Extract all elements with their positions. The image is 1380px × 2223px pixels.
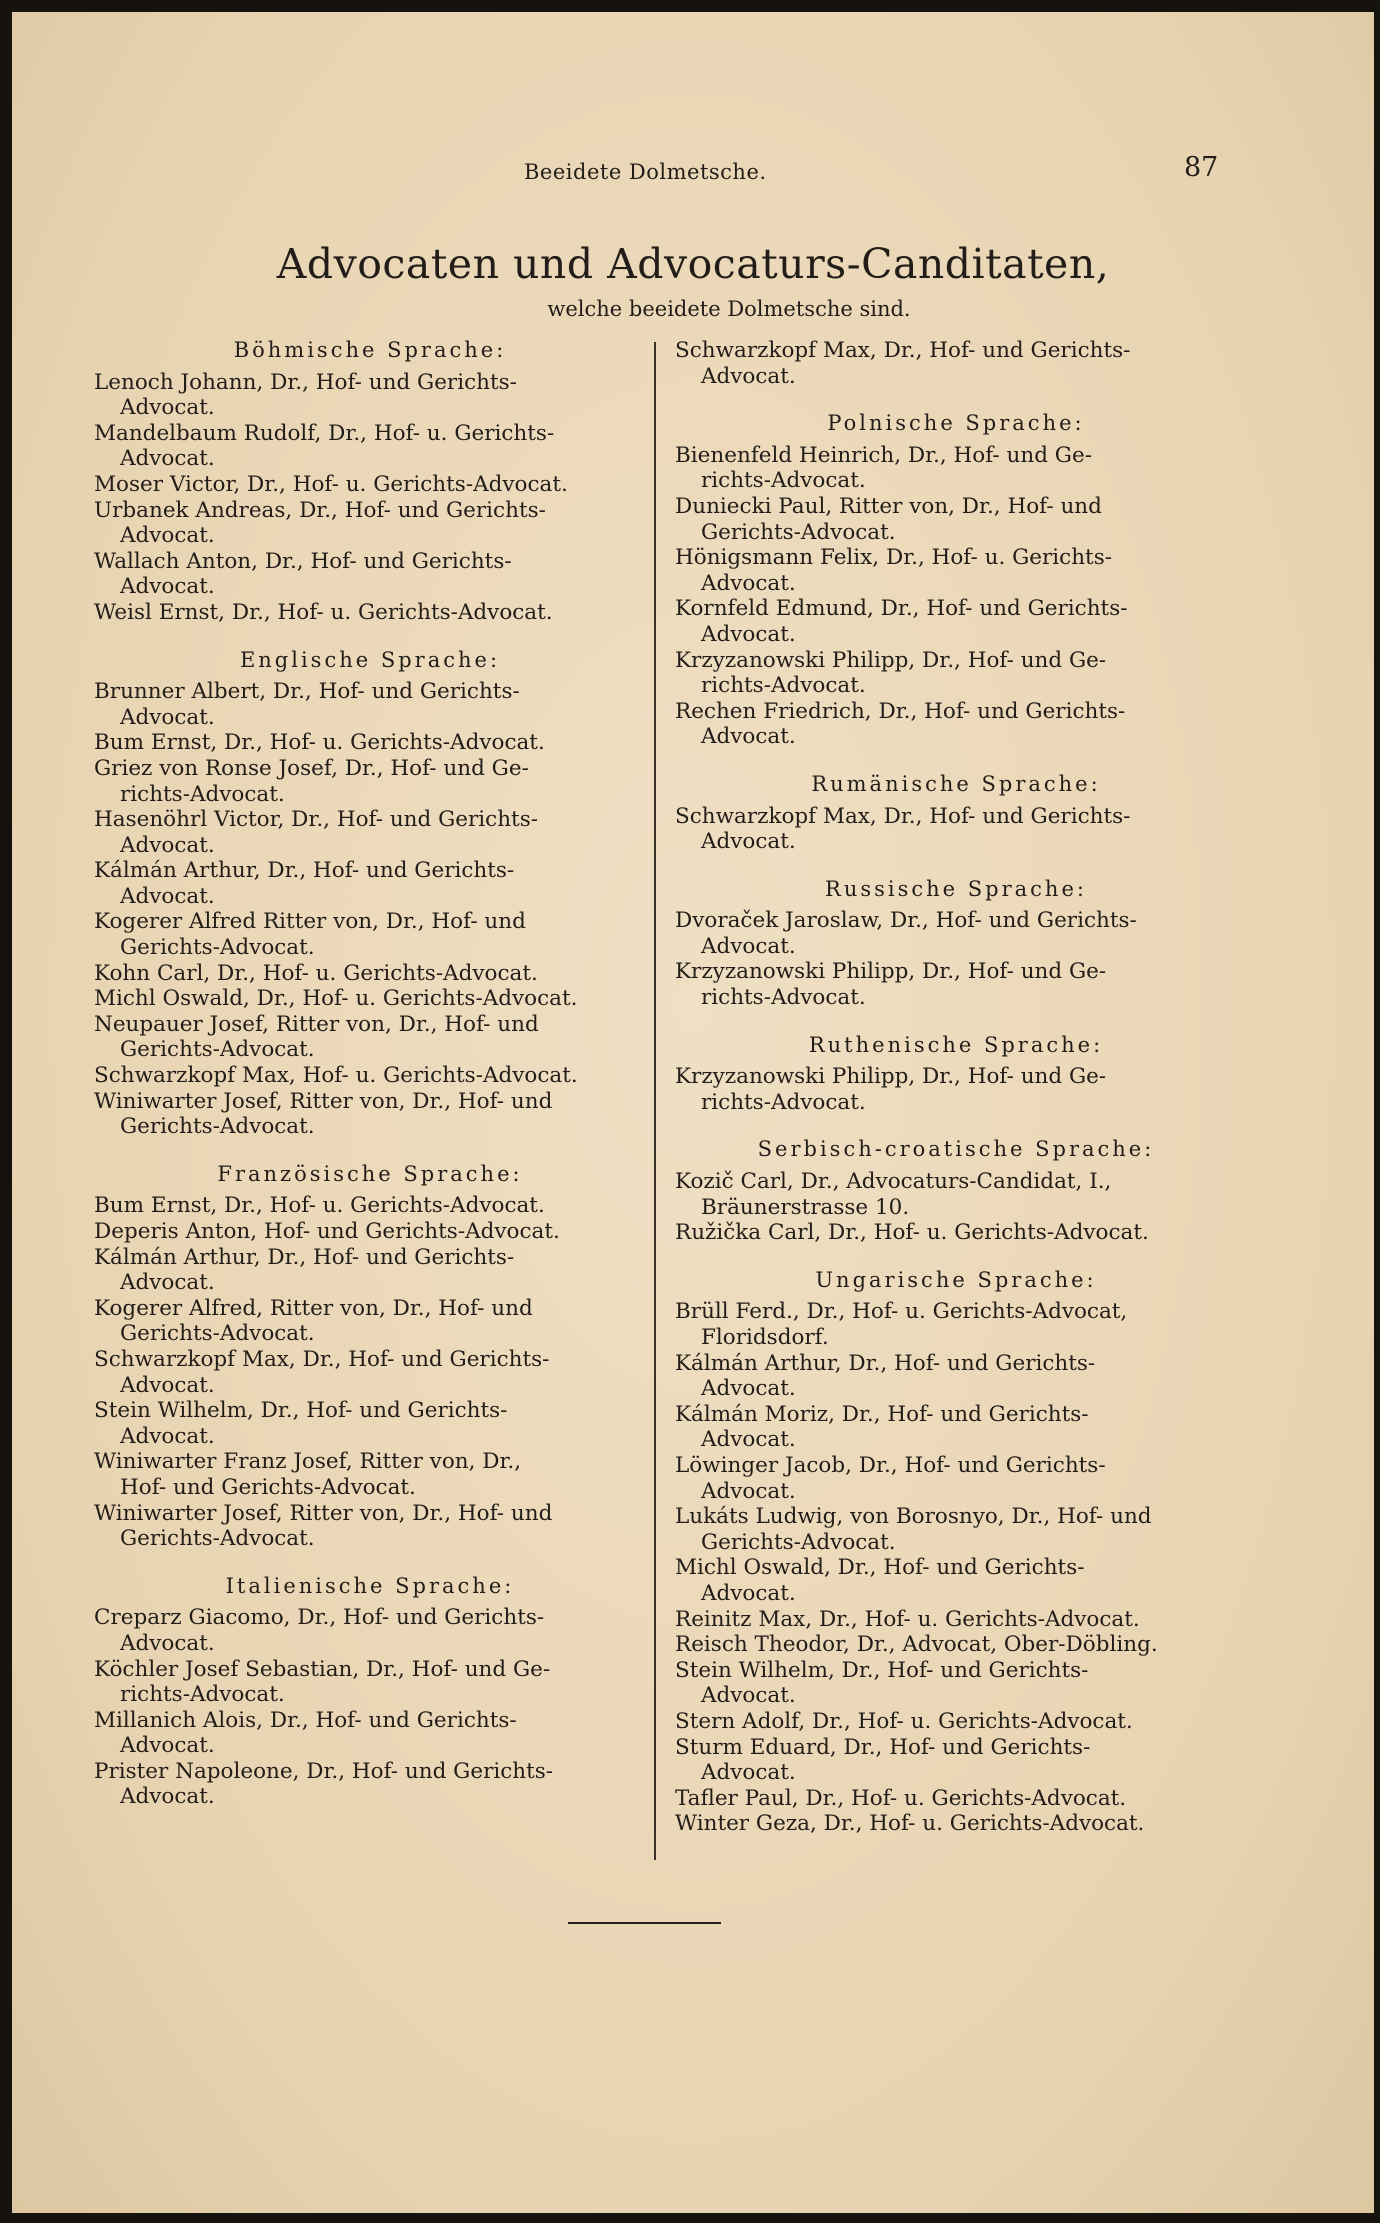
entry-continuation: richts-Advocat.: [701, 985, 866, 1011]
entry-continuation: Advocat.: [120, 446, 215, 472]
entry-continuation: Advocat.: [120, 574, 215, 600]
entry-line: Michl Oswald, Dr., Hof- u. Gerichts-Advocat.: [94, 986, 578, 1012]
entry-line: Lukáts Ludwig, von Borosnyo, Dr., Hof- und: [675, 1504, 1152, 1530]
entry-line: Kornfeld Edmund, Dr., Hof- und Gerichts-: [675, 596, 1128, 622]
entry-continuation: Advocat.: [701, 1376, 796, 1402]
directory-entry: [94, 679, 646, 730]
entry-continuation: Advocat.: [701, 1580, 796, 1606]
entry-continuation: Advocat.: [120, 1423, 215, 1449]
entry-continuation: Gerichts-Advocat.: [120, 1321, 315, 1347]
directory-entry: [675, 494, 1237, 545]
language-heading: Italienische Sprache:: [225, 1573, 515, 1598]
directory-entry: [94, 498, 646, 549]
directory-entry: [675, 1709, 1237, 1735]
entry-line: Sturm Eduard, Dr., Hof- und Gerichts-: [675, 1734, 1091, 1760]
language-heading: Polnische Sprache:: [827, 411, 1085, 436]
directory-entry: [675, 1064, 1237, 1115]
entry-continuation: Advocat.: [120, 1372, 215, 1398]
running-title: Beeidete Dolmetsche.: [524, 160, 767, 184]
entry-continuation: Advocat.: [701, 1478, 796, 1504]
directory-entry: [94, 1449, 646, 1500]
entry-continuation: Advocat.: [701, 1427, 796, 1453]
language-heading: Französische Sprache:: [217, 1161, 523, 1186]
language-heading: Böhmische Sprache:: [233, 338, 507, 362]
entry-continuation: Advocat.: [701, 1760, 796, 1786]
entry-line: Prister Napoleone, Dr., Hof- und Gerichts-: [94, 1758, 554, 1784]
directory-entry: [94, 961, 646, 987]
entry-line: Deperis Anton, Hof- und Gerichts-Advocat.: [94, 1219, 560, 1244]
directory-entry: [94, 807, 646, 858]
entry-line: Schwarzkopf Max, Dr., Hof- und Gerichts-: [675, 803, 1131, 829]
entry-line: Creparz Giacomo, Dr., Hof- und Gerichts-: [94, 1605, 545, 1631]
entry-line: Bienenfeld Heinrich, Dr., Hof- und Ge-: [675, 442, 1092, 468]
directory-entry: [675, 1351, 1237, 1402]
directory-entry: [675, 1299, 1237, 1350]
entry-continuation: Hof- und Gerichts-Advocat.: [120, 1474, 416, 1500]
directory-entry: [675, 1220, 1237, 1246]
entry-line: Brunner Albert, Dr., Hof- und Gerichts-: [94, 679, 520, 705]
directory-entry: [94, 1398, 646, 1449]
directory-entry: [675, 908, 1237, 959]
book-page: [12, 12, 1374, 2213]
entry-continuation: Advocat.: [120, 704, 215, 730]
directory-entry: [94, 1708, 646, 1759]
language-section: [675, 1268, 1237, 1837]
entry-line: Stern Adolf, Dr., Hof- u. Gerichts-Advocat.: [675, 1708, 1133, 1734]
entry-line: Rechen Friedrich, Dr., Hof- und Gerichts-: [675, 698, 1126, 724]
entry-line: Griez von Ronse Josef, Dr., Hof- und Ge-: [94, 755, 529, 781]
entry-line: Bum Ernst, Dr., Hof- u. Gerichts-Advocat.: [94, 1193, 545, 1219]
directory-entry: [94, 421, 646, 472]
closing-rule: [568, 1922, 721, 1924]
language-section: [94, 1574, 646, 1810]
entry-line: Wallach Anton, Dr., Hof- und Gerichts-: [94, 548, 512, 574]
entry-line: Ružička Carl, Dr., Hof- u. Gerichts-Advocat.: [675, 1220, 1149, 1246]
entry-line: Krzyzanowski Philipp, Dr., Hof- und Ge-: [675, 959, 1107, 985]
entry-line: Duniecki Paul, Ritter von, Dr., Hof- und: [675, 493, 1102, 519]
language-heading: Ruthenische Sprache:: [808, 1032, 1104, 1057]
directory-entry: [94, 1193, 646, 1219]
entry-continuation: Advocat.: [701, 1683, 796, 1709]
directory-entry: [675, 1555, 1237, 1606]
directory-entry: [94, 1501, 646, 1552]
entry-continuation: Bräunerstrasse 10.: [701, 1194, 910, 1220]
language-section: [94, 1162, 646, 1552]
directory-entry: [675, 1402, 1237, 1453]
entry-continuation: Advocat.: [120, 1733, 215, 1759]
language-section: [675, 411, 1237, 750]
directory-entry: [94, 730, 646, 756]
page-title: Advocaten und Advocaturs-Canditaten,: [276, 240, 1110, 288]
entry-line: Kohn Carl, Dr., Hof- u. Gerichts-Advocat.: [94, 960, 538, 986]
entry-line: Stein Wilhelm, Dr., Hof- und Gerichts-: [94, 1398, 508, 1424]
language-section: [675, 1137, 1237, 1245]
entry-continuation: richts-Advocat.: [120, 1682, 285, 1708]
entry-line: Winiwarter Franz Josef, Ritter von, Dr.,: [94, 1449, 522, 1475]
language-section: [675, 338, 1237, 389]
entry-continuation: Advocat.: [701, 933, 796, 959]
entry-continuation: Gerichts-Advocat.: [120, 1114, 315, 1140]
entry-line: Winiwarter Josef, Ritter von, Dr., Hof- und: [94, 1088, 553, 1114]
entry-line: Krzyzanowski Philipp, Dr., Hof- und Ge-: [675, 1064, 1107, 1090]
directory-entry: [94, 986, 646, 1012]
entry-line: Urbanek Andreas, Dr., Hof- und Gerichts-: [94, 497, 546, 523]
directory-entry: [675, 1786, 1237, 1812]
language-section: [675, 772, 1237, 855]
directory-entry: [675, 648, 1237, 699]
directory-entry: [94, 1296, 646, 1347]
directory-entry: [94, 1063, 646, 1089]
directory-entry: [675, 959, 1237, 1010]
directory-entry: [94, 1245, 646, 1296]
entry-continuation: Advocat.: [120, 1270, 215, 1296]
entry-line: Dvoraček Jaroslaw, Dr., Hof- und Gerichts-: [675, 908, 1137, 934]
entry-line: Schwarzkopf Max, Dr., Hof- und Gerichts-: [675, 338, 1131, 363]
entry-line: Kogerer Alfred Ritter von, Dr., Hof- und: [94, 909, 526, 935]
entry-line: Winter Geza, Dr., Hof- u. Gerichts-Advocat.: [675, 1811, 1145, 1837]
language-heading: Rumänische Sprache:: [811, 771, 1101, 796]
language-heading: Serbisch-croatische Sprache:: [757, 1137, 1155, 1162]
entry-continuation: richts-Advocat.: [701, 673, 866, 699]
entry-line: Hasenöhrl Victor, Dr., Hof- und Gerichts-: [94, 807, 538, 833]
entry-line: Brüll Ferd., Dr., Hof- u. Gerichts-Advocat,: [675, 1299, 1128, 1325]
page-number: 87: [1184, 152, 1219, 183]
page-subtitle: welche beeidete Dolmetsche sind.: [547, 297, 911, 321]
language-heading: Englische Sprache:: [239, 647, 501, 672]
entry-line: Michl Oswald, Dr., Hof- und Gerichts-: [675, 1555, 1085, 1581]
directory-entry: [94, 858, 646, 909]
directory-entry: [94, 909, 646, 960]
entry-continuation: richts-Advocat.: [120, 781, 285, 807]
language-section: [675, 1033, 1237, 1116]
directory-entry: [94, 370, 646, 421]
entry-line: Mandelbaum Rudolf, Dr., Hof- u. Gerichts-: [94, 420, 555, 446]
entry-line: Weisl Ernst, Dr., Hof- u. Gerichts-Advocat.: [94, 599, 553, 625]
entry-line: Tafler Paul, Dr., Hof- u. Gerichts-Advocat.: [675, 1785, 1127, 1811]
directory-entry: [94, 1605, 646, 1656]
directory-entry: [94, 600, 646, 626]
directory-entry: [675, 596, 1237, 647]
column-divider: [654, 342, 656, 1860]
directory-entry: [675, 804, 1237, 855]
directory-entry: [94, 549, 646, 600]
entry-line: Schwarzkopf Max, Hof- u. Gerichts-Advocat.: [94, 1063, 578, 1089]
entry-continuation: Gerichts-Advocat.: [701, 1529, 896, 1555]
entry-continuation: Gerichts-Advocat.: [120, 1526, 315, 1552]
entry-line: Moser Victor, Dr., Hof- u. Gerichts-Advocat.: [94, 471, 568, 497]
directory-entry: [675, 1658, 1237, 1709]
entry-continuation: Advocat.: [120, 832, 215, 858]
directory-entry: [94, 1089, 646, 1140]
directory-entry: [94, 1759, 646, 1810]
entry-line: Stein Wilhelm, Dr., Hof- und Gerichts-: [675, 1657, 1089, 1683]
entry-line: Reisch Theodor, Dr., Advocat, Ober-Döbling.: [675, 1632, 1158, 1658]
entry-continuation: Advocat.: [701, 829, 796, 855]
directory-entry: [675, 1169, 1237, 1220]
entry-line: Krzyzanowski Philipp, Dr., Hof- und Ge-: [675, 647, 1107, 673]
entry-line: Reinitz Max, Dr., Hof- u. Gerichts-Advocat.: [675, 1606, 1140, 1632]
entry-continuation: Floridsdorf.: [701, 1325, 829, 1350]
entry-continuation: Gerichts-Advocat.: [120, 935, 315, 961]
directory-entry: [94, 1347, 646, 1398]
entry-line: Millanich Alois, Dr., Hof- und Gerichts-: [94, 1707, 517, 1733]
entry-line: Köchler Josef Sebastian, Dr., Hof- und Ge-: [94, 1656, 551, 1682]
entry-continuation: Advocat.: [120, 395, 215, 421]
entry-line: Schwarzkopf Max, Dr., Hof- und Gerichts-: [94, 1346, 550, 1372]
entry-line: Winiwarter Josef, Ritter von, Dr., Hof- und: [94, 1500, 553, 1526]
entry-line: Löwinger Jacob, Dr., Hof- und Gerichts-: [675, 1452, 1106, 1478]
entry-line: Neupauer Josef, Ritter von, Dr., Hof- und: [94, 1011, 539, 1037]
directory-entry: [675, 1504, 1237, 1555]
entry-continuation: Advocat.: [120, 1784, 215, 1810]
entry-continuation: richts-Advocat.: [701, 1089, 866, 1115]
entry-continuation: Advocat.: [120, 523, 215, 549]
entry-line: Kálmán Moriz, Dr., Hof- und Gerichts-: [675, 1401, 1089, 1427]
entry-line: Kálmán Arthur, Dr., Hof- und Gerichts-: [94, 858, 515, 884]
entry-continuation: Advocat.: [701, 724, 796, 750]
directory-entry: [675, 1632, 1237, 1658]
directory-entry: [94, 1012, 646, 1063]
entry-continuation: Advocat.: [120, 1630, 215, 1656]
entry-line: Hönigsmann Felix, Dr., Hof- u. Gerichts-: [675, 545, 1112, 571]
directory-entry: [675, 1453, 1237, 1504]
entry-line: Bum Ernst, Dr., Hof- u. Gerichts-Advocat.: [94, 730, 545, 756]
entry-continuation: Gerichts-Advocat.: [120, 1037, 315, 1063]
directory-entry: [94, 1657, 646, 1708]
entry-continuation: Advocat.: [701, 363, 796, 389]
directory-entry: [94, 472, 646, 498]
directory-entry: [675, 338, 1237, 389]
left-column: [94, 338, 646, 1832]
directory-entry: [675, 1811, 1237, 1837]
language-heading: Russische Sprache:: [825, 876, 1087, 901]
language-section: [675, 877, 1237, 1011]
entry-continuation: Advocat.: [701, 570, 796, 596]
directory-entry: [675, 443, 1237, 494]
language-heading: Ungarische Sprache:: [815, 1267, 1097, 1292]
directory-entry: [675, 1735, 1237, 1786]
entry-continuation: Advocat.: [701, 621, 796, 647]
entry-continuation: Gerichts-Advocat.: [701, 519, 896, 545]
entry-line: Lenoch Johann, Dr., Hof- und Gerichts-: [94, 369, 517, 395]
directory-entry: [94, 756, 646, 807]
entry-line: Kogerer Alfred, Ritter von, Dr., Hof- und: [94, 1295, 533, 1321]
language-section: [94, 648, 646, 1140]
directory-entry: [94, 1219, 646, 1245]
right-column: [675, 338, 1237, 1859]
language-section: [94, 338, 646, 626]
entry-line: Kálmán Arthur, Dr., Hof- und Gerichts-: [94, 1244, 515, 1270]
entry-continuation: Advocat.: [120, 883, 215, 909]
directory-entry: [675, 699, 1237, 750]
entry-line: Kozič Carl, Dr., Advocaturs-Candidat, I.,: [675, 1169, 1112, 1195]
directory-entry: [675, 545, 1237, 596]
directory-entry: [675, 1607, 1237, 1633]
entry-line: Kálmán Arthur, Dr., Hof- und Gerichts-: [675, 1350, 1096, 1376]
entry-continuation: richts-Advocat.: [701, 468, 866, 494]
